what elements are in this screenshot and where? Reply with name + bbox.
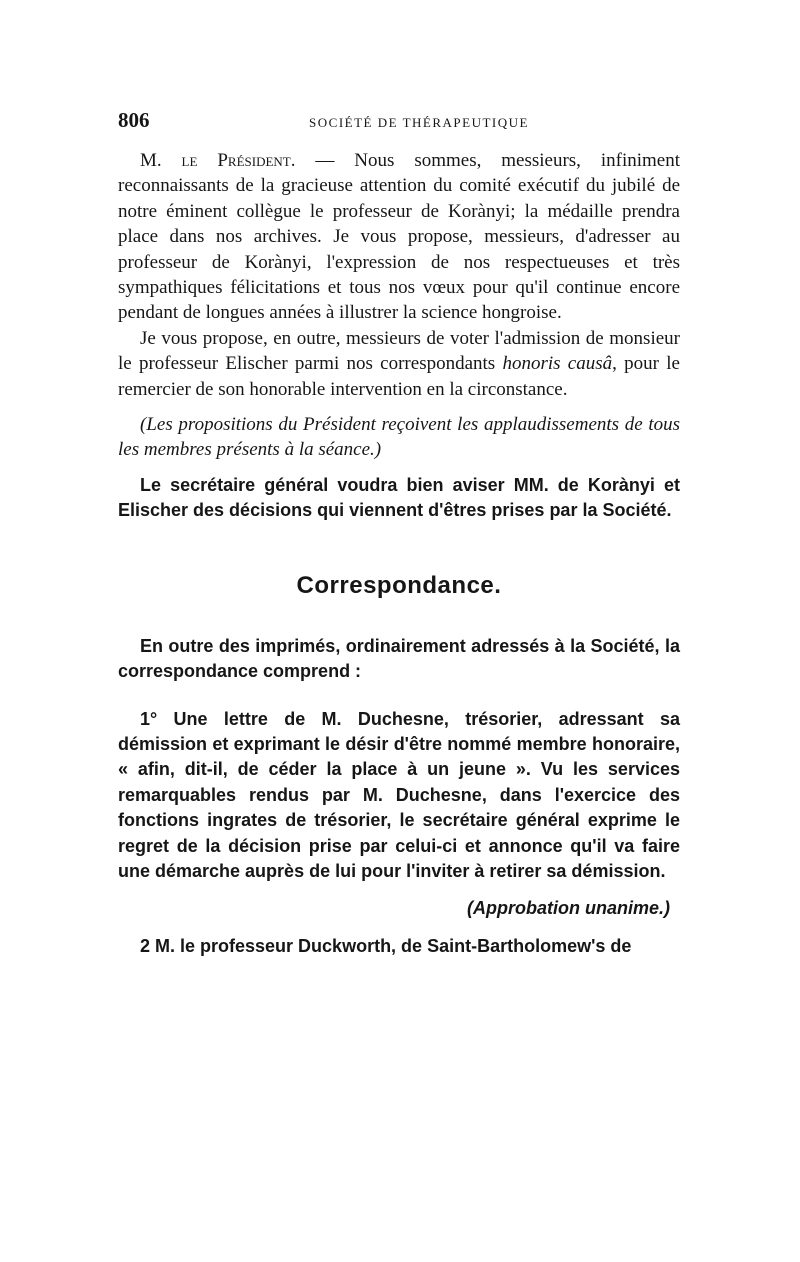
page-header bbox=[118, 108, 680, 148]
correspondance-item-2: 2 M. le professeur Duckworth, de Saint-Bartholomew's de bbox=[140, 935, 632, 956]
paragraph-secretary: Le secrétaire général voudra bien aviser MM. de Korànyi et Elischer des décisions qui viennent d'êtres prises par la Société. bbox=[118, 474, 680, 521]
paragraph-applause: (Les propositions du Président reçoivent les applaudissements de tous les membres présents à la séance.) bbox=[118, 414, 680, 461]
paragraph-elischer-italic: honoris causâ bbox=[502, 353, 613, 375]
correspondance-item-1: 1° Une lettre de M. Duchesne, trésorier, adressant sa démission et exprimant le désir d'être nommé membre honoraire, « afin, dit-il, de céder la place à un jeune ». Vu les services remarquables rendus par M. Duchesne, dans l'exercice des fonctions ingrates de trésorier, le secrétaire général exprime le regret de la décision prise par celui-ci et annonce qu'il va faire une démarche auprès de lui pour l'inviter à retirer sa démission. bbox=[118, 708, 680, 881]
correspondance-intro: En outre des imprimés, ordinairement adressés à la Société, la correspondance comprend : bbox=[118, 635, 680, 682]
paragraph-elischer-after: , pour le remercier de son honorable intervention en la circonstance. bbox=[118, 353, 680, 400]
paragraph-president-text: — Nous sommes, messieurs, infiniment reconnaissants de la gracieuse attention du comité exécutif du jubilé de notre éminent collègue le professeur de Korànyi; la médaille prendra place dans nos archives. Je vous propose, messieurs, d'adresser au professeur de Korànyi, l'expression de nos respectueuses et très sympathiques félicitations et tous nos vœux pour qu'il continue encore pendant de longues années à illustrer la science hongroise. bbox=[118, 150, 680, 324]
paragraph-elischer-before: Je vous propose, en outre, messieurs de voter l'admission de monsieur le professeur Elischer parmi nos correspondants bbox=[118, 327, 680, 375]
section-title: Correspondance. bbox=[296, 571, 502, 599]
paragraph-president bbox=[118, 148, 680, 326]
paragraph-elischer bbox=[118, 326, 680, 402]
approval-note: (Approbation unanime.) bbox=[467, 898, 670, 919]
page bbox=[118, 108, 680, 959]
page-number: 806 bbox=[118, 108, 150, 132]
running-title: SOCIÉTÉ DE THÉRAPEUTIQUE bbox=[309, 115, 529, 130]
speaker-name: M. le Président. bbox=[140, 150, 296, 171]
